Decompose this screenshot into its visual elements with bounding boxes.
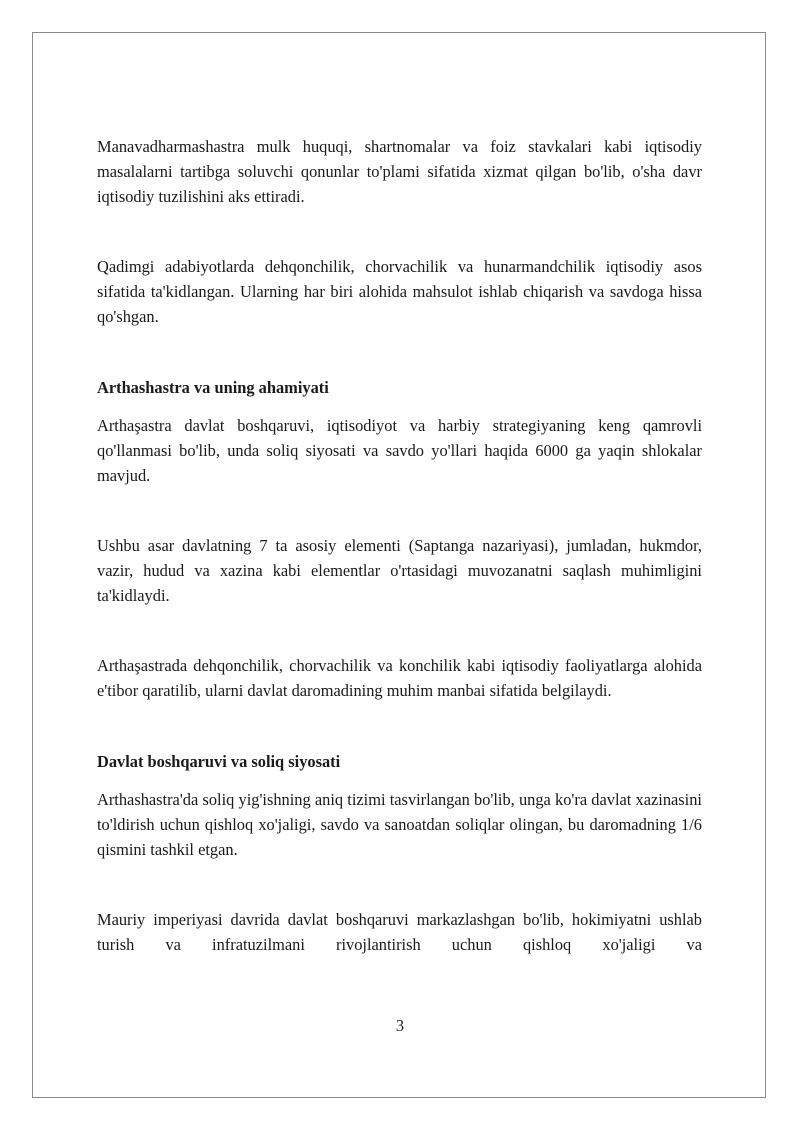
paragraph: Qadimgi adabiyotlarda dehqonchilik, chorvachilik va hunarmandchilik iqtisodiy asos sifatida ta'kidlangan. Ularning har biri alohida mahsulot ishlab chiqarish va savdoga hissa qo'shgan. (97, 257, 702, 326)
paragraph: Arthaşastra davlat boshqaruvi, iqtisodiyot va harbiy strategiyaning keng qamrovli qo'llanmasi bo'lib, unda soliq siyosati va savdo yo'llari haqida 6000 ga yaqin shlokalar mavjud. (97, 416, 702, 485)
document-body (97, 134, 702, 957)
page-number: 3 (395, 1016, 405, 1035)
section-heading: Davlat boshqaruvi va soliq siyosati (97, 752, 341, 771)
paragraph: Arthaşastrada dehqonchilik, chorvachilik va konchilik kabi iqtisodiy faoliyatlarga alohida e'tibor qaratilib, ularni davlat daromadining muhim manbai sifatida belgilaydi. (97, 656, 702, 700)
paragraph: Manavadharmashastra mulk huquqi, shartnomalar va foiz stavkalari kabi iqtisodiy masalalarni tartibga soluvchi qonunlar to'plami sifatida xizmat qilgan bo'lib, o'sha davr iqtisodiy tuzilishini aks ettiradi. (97, 137, 702, 206)
paragraph: Mauriy imperiyasi davrida davlat boshqaruvi markazlashgan bo'lib, hokimiyatni ushlab turish va infratuzilmani rivojlantirish uchun qishloq xo'jaligi va (97, 910, 702, 954)
paragraph: Arthashastra'da soliq yig'ishning aniq tizimi tasvirlangan bo'lib, unga ko'ra davlat xazinasini to'ldirish uchun qishloq xo'jaligi, savdo va sanoatdan soliqlar olingan, bu daromadning 1/6 qismini tashkil etgan. (97, 790, 702, 859)
paragraph: Ushbu asar davlatning 7 ta asosiy elementi (Saptanga nazariyasi), jumladan, hukmdor, vazir, hudud va xazina kabi elementlar o'rtasidagi muvozanatni saqlash muhimligini ta'kidlaydi. (97, 536, 702, 605)
section-heading: Arthashastra va uning ahamiyati (97, 378, 329, 397)
